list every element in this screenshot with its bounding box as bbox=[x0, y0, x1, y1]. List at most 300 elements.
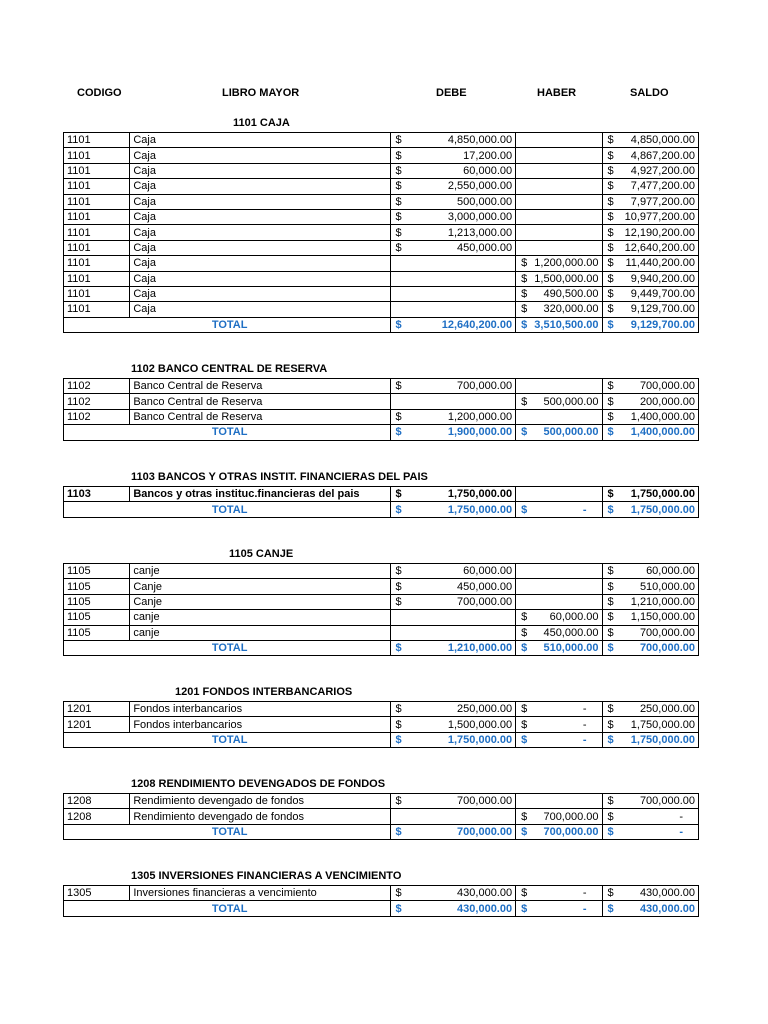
descripcion-cell: Caja bbox=[130, 194, 390, 209]
saldo-cell bbox=[602, 240, 698, 255]
haber-cell bbox=[516, 271, 602, 286]
empty-cell bbox=[516, 379, 602, 394]
descripcion-cell: Inversiones financieras a vencimiento bbox=[130, 886, 390, 901]
currency-symbol: $ bbox=[521, 825, 528, 838]
total-haber-cell bbox=[516, 502, 602, 517]
table-row bbox=[64, 163, 699, 178]
amount: 12,190,200.00 bbox=[624, 226, 695, 239]
section-title: 1101 CAJA bbox=[233, 117, 290, 129]
haber-cell bbox=[516, 394, 602, 409]
codigo-cell: 1102 bbox=[64, 379, 130, 394]
currency-symbol: $ bbox=[607, 488, 614, 501]
amount: 700,000.00 bbox=[639, 626, 695, 639]
saldo-cell bbox=[602, 133, 698, 148]
currency-symbol: $ bbox=[607, 810, 614, 823]
amount: 700,000.00 bbox=[543, 810, 599, 823]
amount: 1,750,000.00 bbox=[447, 733, 513, 746]
currency-symbol: $ bbox=[607, 611, 614, 624]
amount: 1,750,000.00 bbox=[630, 488, 695, 501]
empty-cell bbox=[390, 809, 516, 824]
currency-symbol: $ bbox=[607, 288, 614, 301]
empty-cell bbox=[516, 794, 602, 809]
total-debe-cell bbox=[390, 901, 516, 916]
currency-symbol: $ bbox=[607, 395, 614, 408]
total-haber-cell bbox=[516, 425, 602, 440]
currency-symbol: $ bbox=[607, 887, 614, 900]
amount: 450,000.00 bbox=[457, 580, 513, 593]
empty-cell bbox=[516, 564, 602, 579]
header-haber: HABER bbox=[537, 87, 577, 99]
amount: 430,000.00 bbox=[639, 887, 695, 900]
saldo-cell bbox=[602, 379, 698, 394]
table-row bbox=[64, 886, 699, 901]
debe-cell bbox=[390, 148, 516, 163]
table-row bbox=[64, 394, 699, 409]
amount: 1,750,000.00 bbox=[447, 488, 513, 501]
empty-cell bbox=[390, 394, 516, 409]
descripcion-cell: Caja bbox=[130, 256, 390, 271]
total-haber-cell bbox=[516, 640, 602, 655]
debe-cell bbox=[390, 379, 516, 394]
currency-symbol: $ bbox=[395, 211, 402, 224]
amount: 1,200,000.00 bbox=[447, 410, 513, 423]
amount: 700,000.00 bbox=[457, 380, 513, 393]
total-row bbox=[64, 732, 699, 747]
currency-symbol: $ bbox=[607, 410, 614, 423]
debe-cell bbox=[390, 564, 516, 579]
descripcion-cell: Caja bbox=[130, 225, 390, 240]
saldo-cell bbox=[602, 179, 698, 194]
debe-cell bbox=[390, 179, 516, 194]
total-row bbox=[64, 824, 699, 839]
codigo-cell: 1305 bbox=[64, 886, 130, 901]
amount: 60,000.00 bbox=[463, 565, 513, 578]
codigo-cell: 1101 bbox=[64, 209, 130, 224]
amount: 250,000.00 bbox=[639, 703, 695, 716]
debe-cell bbox=[390, 717, 516, 732]
currency-symbol: $ bbox=[521, 810, 528, 823]
amount: 450,000.00 bbox=[457, 241, 513, 254]
currency-symbol: $ bbox=[521, 887, 528, 900]
saldo-cell bbox=[602, 487, 698, 502]
amount: 700,000.00 bbox=[639, 642, 695, 655]
saldo-cell bbox=[602, 594, 698, 609]
haber-cell bbox=[516, 702, 602, 717]
table-row bbox=[64, 717, 699, 732]
saldo-cell bbox=[602, 717, 698, 732]
total-label: TOTAL bbox=[130, 425, 390, 440]
currency-symbol: $ bbox=[521, 703, 528, 716]
amount: 700,000.00 bbox=[543, 825, 599, 838]
header-codigo: CODIGO bbox=[77, 87, 122, 99]
saldo-cell bbox=[602, 148, 698, 163]
descripcion-cell: Banco Central de Reserva bbox=[130, 379, 390, 394]
amount: - bbox=[582, 733, 587, 746]
debe-cell bbox=[390, 225, 516, 240]
descripcion-cell: Caja bbox=[130, 271, 390, 286]
total-row bbox=[64, 640, 699, 655]
currency-symbol: $ bbox=[395, 565, 402, 578]
table-row bbox=[64, 302, 699, 317]
total-label: TOTAL bbox=[130, 824, 390, 839]
total-row bbox=[64, 425, 699, 440]
total-haber-cell bbox=[516, 732, 602, 747]
empty-cell bbox=[516, 487, 602, 502]
empty-cell bbox=[64, 425, 130, 440]
codigo-cell: 1105 bbox=[64, 579, 130, 594]
currency-symbol: $ bbox=[521, 503, 528, 516]
currency-symbol: $ bbox=[607, 902, 614, 915]
amount: 7,977,200.00 bbox=[630, 195, 695, 208]
descripcion-cell: Banco Central de Reserva bbox=[130, 409, 390, 424]
total-saldo-cell bbox=[602, 901, 698, 916]
amount: 2,550,000.00 bbox=[447, 180, 513, 193]
currency-symbol: $ bbox=[521, 395, 528, 408]
total-label: TOTAL bbox=[130, 640, 390, 655]
empty-cell bbox=[390, 256, 516, 271]
descripcion-cell: Rendimiento devengado de fondos bbox=[130, 809, 390, 824]
amount: 200,000.00 bbox=[639, 395, 695, 408]
descripcion-cell: Canje bbox=[130, 594, 390, 609]
table-row bbox=[64, 179, 699, 194]
debe-cell bbox=[390, 579, 516, 594]
saldo-cell bbox=[602, 286, 698, 301]
saldo-cell bbox=[602, 886, 698, 901]
saldo-cell bbox=[602, 809, 698, 824]
codigo-cell: 1105 bbox=[64, 564, 130, 579]
empty-cell bbox=[64, 732, 130, 747]
codigo-cell: 1102 bbox=[64, 394, 130, 409]
table-row bbox=[64, 794, 699, 809]
codigo-cell: 1101 bbox=[64, 240, 130, 255]
empty-cell bbox=[390, 610, 516, 625]
empty-cell bbox=[390, 271, 516, 286]
total-debe-cell bbox=[390, 732, 516, 747]
ledger-table bbox=[63, 793, 699, 840]
descripcion-cell: Caja bbox=[130, 148, 390, 163]
amount: 11,440,200.00 bbox=[625, 257, 695, 270]
codigo-cell: 1101 bbox=[64, 256, 130, 271]
currency-symbol: $ bbox=[521, 288, 528, 301]
total-haber-cell bbox=[516, 901, 602, 916]
amount: 9,129,700.00 bbox=[630, 318, 695, 331]
empty-cell bbox=[390, 286, 516, 301]
empty-cell bbox=[516, 240, 602, 255]
amount: 500,000.00 bbox=[543, 426, 599, 439]
currency-symbol: $ bbox=[607, 580, 614, 593]
haber-cell bbox=[516, 302, 602, 317]
table-row bbox=[64, 286, 699, 301]
codigo-cell: 1101 bbox=[64, 286, 130, 301]
amount: 250,000.00 bbox=[457, 703, 513, 716]
total-debe-cell bbox=[390, 425, 516, 440]
amount: - bbox=[582, 902, 587, 915]
debe-cell bbox=[390, 409, 516, 424]
currency-symbol: $ bbox=[607, 211, 614, 224]
section-title: 1201 FONDOS INTERBANCARIOS bbox=[175, 686, 353, 698]
total-saldo-cell bbox=[602, 732, 698, 747]
codigo-cell: 1101 bbox=[64, 271, 130, 286]
total-saldo-cell bbox=[602, 502, 698, 517]
currency-symbol: $ bbox=[607, 703, 614, 716]
table-row bbox=[64, 702, 699, 717]
total-saldo-cell bbox=[602, 317, 698, 332]
table-row bbox=[64, 625, 699, 640]
empty-cell bbox=[516, 148, 602, 163]
debe-cell bbox=[390, 209, 516, 224]
amount: 1,213,000.00 bbox=[447, 226, 513, 239]
saldo-cell bbox=[602, 394, 698, 409]
amount: 4,850,000.00 bbox=[630, 134, 695, 147]
table-row bbox=[64, 225, 699, 240]
codigo-cell: 1101 bbox=[64, 179, 130, 194]
amount: - bbox=[582, 503, 587, 516]
debe-cell bbox=[390, 240, 516, 255]
amount: 4,927,200.00 bbox=[630, 164, 695, 177]
descripcion-cell: Caja bbox=[130, 133, 390, 148]
amount: 700,000.00 bbox=[457, 795, 513, 808]
amount: 1,750,000.00 bbox=[630, 733, 695, 746]
currency-symbol: $ bbox=[395, 718, 402, 731]
table-row bbox=[64, 809, 699, 824]
currency-symbol: $ bbox=[395, 887, 402, 900]
table-row bbox=[64, 209, 699, 224]
amount: 12,640,200.00 bbox=[441, 318, 513, 331]
amount: 450,000.00 bbox=[543, 626, 599, 639]
total-label: TOTAL bbox=[130, 901, 390, 916]
amount: - bbox=[679, 810, 683, 823]
codigo-cell: 1201 bbox=[64, 702, 130, 717]
currency-symbol: $ bbox=[607, 257, 614, 270]
currency-symbol: $ bbox=[521, 272, 528, 285]
currency-symbol: $ bbox=[607, 718, 614, 731]
table-row bbox=[64, 564, 699, 579]
amount: 510,000.00 bbox=[543, 642, 599, 655]
empty-cell bbox=[64, 502, 130, 517]
currency-symbol: $ bbox=[395, 503, 402, 516]
total-debe-cell bbox=[390, 317, 516, 332]
amount: 4,850,000.00 bbox=[447, 134, 513, 147]
currency-symbol: $ bbox=[607, 149, 614, 162]
currency-symbol: $ bbox=[395, 733, 402, 746]
descripcion-cell: Banco Central de Reserva bbox=[130, 394, 390, 409]
empty-cell bbox=[516, 225, 602, 240]
amount: 1,750,000.00 bbox=[630, 503, 695, 516]
header-debe: DEBE bbox=[436, 87, 467, 99]
header-libro-mayor: LIBRO MAYOR bbox=[222, 87, 300, 99]
currency-symbol: $ bbox=[607, 272, 614, 285]
amount: 12,640,200.00 bbox=[624, 241, 695, 254]
saldo-cell bbox=[602, 302, 698, 317]
currency-symbol: $ bbox=[607, 380, 614, 393]
empty-cell bbox=[64, 317, 130, 332]
amount: 10,977,200.00 bbox=[624, 211, 695, 224]
currency-symbol: $ bbox=[395, 703, 402, 716]
currency-symbol: $ bbox=[521, 733, 528, 746]
currency-symbol: $ bbox=[607, 733, 614, 746]
currency-symbol: $ bbox=[395, 226, 402, 239]
amount: 1,200,000.00 bbox=[534, 257, 599, 270]
table-row bbox=[64, 271, 699, 286]
codigo-cell: 1101 bbox=[64, 302, 130, 317]
haber-cell bbox=[516, 717, 602, 732]
amount: 510,000.00 bbox=[639, 580, 695, 593]
currency-symbol: $ bbox=[521, 257, 528, 270]
currency-symbol: $ bbox=[607, 595, 614, 608]
currency-symbol: $ bbox=[521, 902, 528, 915]
amount: 1,750,000.00 bbox=[447, 503, 513, 516]
descripcion-cell: canje bbox=[130, 564, 390, 579]
total-haber-cell bbox=[516, 824, 602, 839]
empty-cell bbox=[516, 179, 602, 194]
table-row bbox=[64, 594, 699, 609]
debe-cell bbox=[390, 794, 516, 809]
saldo-cell bbox=[602, 271, 698, 286]
descripcion-cell: Canje bbox=[130, 579, 390, 594]
amount: 4,867,200.00 bbox=[630, 149, 695, 162]
currency-symbol: $ bbox=[395, 595, 402, 608]
empty-cell bbox=[64, 824, 130, 839]
empty-cell bbox=[390, 302, 516, 317]
amount: 3,510,500.00 bbox=[534, 318, 599, 331]
amount: 700,000.00 bbox=[457, 595, 513, 608]
table-row bbox=[64, 379, 699, 394]
currency-symbol: $ bbox=[607, 825, 614, 838]
currency-symbol: $ bbox=[607, 303, 614, 316]
amount: 1,750,000.00 bbox=[630, 718, 695, 731]
total-label: TOTAL bbox=[130, 502, 390, 517]
codigo-cell: 1208 bbox=[64, 809, 130, 824]
currency-symbol: $ bbox=[521, 718, 528, 731]
amount: 1,400,000.00 bbox=[630, 426, 695, 439]
amount: 60,000.00 bbox=[463, 164, 513, 177]
currency-symbol: $ bbox=[607, 134, 614, 147]
amount: 1,500,000.00 bbox=[447, 718, 513, 731]
currency-symbol: $ bbox=[607, 226, 614, 239]
codigo-cell: 1101 bbox=[64, 194, 130, 209]
empty-cell bbox=[390, 625, 516, 640]
descripcion-cell: canje bbox=[130, 610, 390, 625]
ledger-table bbox=[63, 885, 699, 917]
amount: 430,000.00 bbox=[639, 902, 695, 915]
amount: 1,210,000.00 bbox=[447, 642, 513, 655]
empty-cell bbox=[516, 209, 602, 224]
saldo-cell bbox=[602, 610, 698, 625]
currency-symbol: $ bbox=[395, 180, 402, 193]
amount: - bbox=[679, 825, 683, 838]
codigo-cell: 1208 bbox=[64, 794, 130, 809]
descripcion-cell: Bancos y otras instituc.financieras del pais bbox=[130, 487, 390, 502]
table-row bbox=[64, 487, 699, 502]
descripcion-cell: Caja bbox=[130, 209, 390, 224]
total-debe-cell bbox=[390, 824, 516, 839]
currency-symbol: $ bbox=[607, 318, 614, 331]
saldo-cell bbox=[602, 794, 698, 809]
currency-symbol: $ bbox=[395, 241, 402, 254]
currency-symbol: $ bbox=[395, 580, 402, 593]
debe-cell bbox=[390, 702, 516, 717]
currency-symbol: $ bbox=[395, 795, 402, 808]
total-row bbox=[64, 317, 699, 332]
amount: 700,000.00 bbox=[639, 795, 695, 808]
amount: 500,000.00 bbox=[543, 395, 599, 408]
saldo-cell bbox=[602, 194, 698, 209]
haber-cell bbox=[516, 610, 602, 625]
total-label: TOTAL bbox=[130, 732, 390, 747]
currency-symbol: $ bbox=[395, 902, 402, 915]
codigo-cell: 1105 bbox=[64, 594, 130, 609]
currency-symbol: $ bbox=[607, 642, 614, 655]
debe-cell bbox=[390, 594, 516, 609]
empty-cell bbox=[516, 194, 602, 209]
total-debe-cell bbox=[390, 640, 516, 655]
currency-symbol: $ bbox=[607, 180, 614, 193]
table-row bbox=[64, 194, 699, 209]
descripcion-cell: Caja bbox=[130, 240, 390, 255]
codigo-cell: 1102 bbox=[64, 409, 130, 424]
section-title: 1305 INVERSIONES FINANCIERAS A VENCIMIENTO bbox=[131, 870, 402, 882]
debe-cell bbox=[390, 133, 516, 148]
descripcion-cell: Fondos interbancarios bbox=[130, 717, 390, 732]
haber-cell bbox=[516, 809, 602, 824]
codigo-cell: 1105 bbox=[64, 610, 130, 625]
total-saldo-cell bbox=[602, 425, 698, 440]
total-haber-cell bbox=[516, 317, 602, 332]
total-saldo-cell bbox=[602, 640, 698, 655]
currency-symbol: $ bbox=[607, 795, 614, 808]
debe-cell bbox=[390, 487, 516, 502]
currency-symbol: $ bbox=[607, 426, 614, 439]
empty-cell bbox=[516, 163, 602, 178]
amount: 1,500,000.00 bbox=[534, 272, 599, 285]
section-title: 1208 RENDIMIENTO DEVENGADOS DE FONDOS bbox=[131, 778, 386, 790]
saldo-cell bbox=[602, 256, 698, 271]
total-row bbox=[64, 901, 699, 916]
empty-cell bbox=[516, 594, 602, 609]
amount: - bbox=[582, 887, 587, 900]
saldo-cell bbox=[602, 702, 698, 717]
amount: 1,150,000.00 bbox=[630, 611, 695, 624]
currency-symbol: $ bbox=[607, 241, 614, 254]
currency-symbol: $ bbox=[395, 149, 402, 162]
currency-symbol: $ bbox=[395, 195, 402, 208]
currency-symbol: $ bbox=[521, 611, 528, 624]
descripcion-cell: Caja bbox=[130, 163, 390, 178]
table-row bbox=[64, 610, 699, 625]
saldo-cell bbox=[602, 163, 698, 178]
empty-cell bbox=[516, 133, 602, 148]
empty-cell bbox=[516, 409, 602, 424]
ledger-table bbox=[63, 378, 699, 441]
ledger-table bbox=[63, 563, 699, 656]
amount: 17,200.00 bbox=[463, 149, 513, 162]
amount: 700,000.00 bbox=[457, 825, 513, 838]
currency-symbol: $ bbox=[607, 195, 614, 208]
currency-symbol: $ bbox=[521, 426, 528, 439]
currency-symbol: $ bbox=[395, 410, 402, 423]
saldo-cell bbox=[602, 579, 698, 594]
total-label: TOTAL bbox=[130, 317, 390, 332]
codigo-cell: 1101 bbox=[64, 133, 130, 148]
saldo-cell bbox=[602, 564, 698, 579]
descripcion-cell: Caja bbox=[130, 302, 390, 317]
currency-symbol: $ bbox=[607, 626, 614, 639]
ledger-table bbox=[63, 132, 699, 333]
empty-cell bbox=[64, 640, 130, 655]
haber-cell bbox=[516, 886, 602, 901]
ledger-table bbox=[63, 486, 699, 518]
currency-symbol: $ bbox=[395, 134, 402, 147]
